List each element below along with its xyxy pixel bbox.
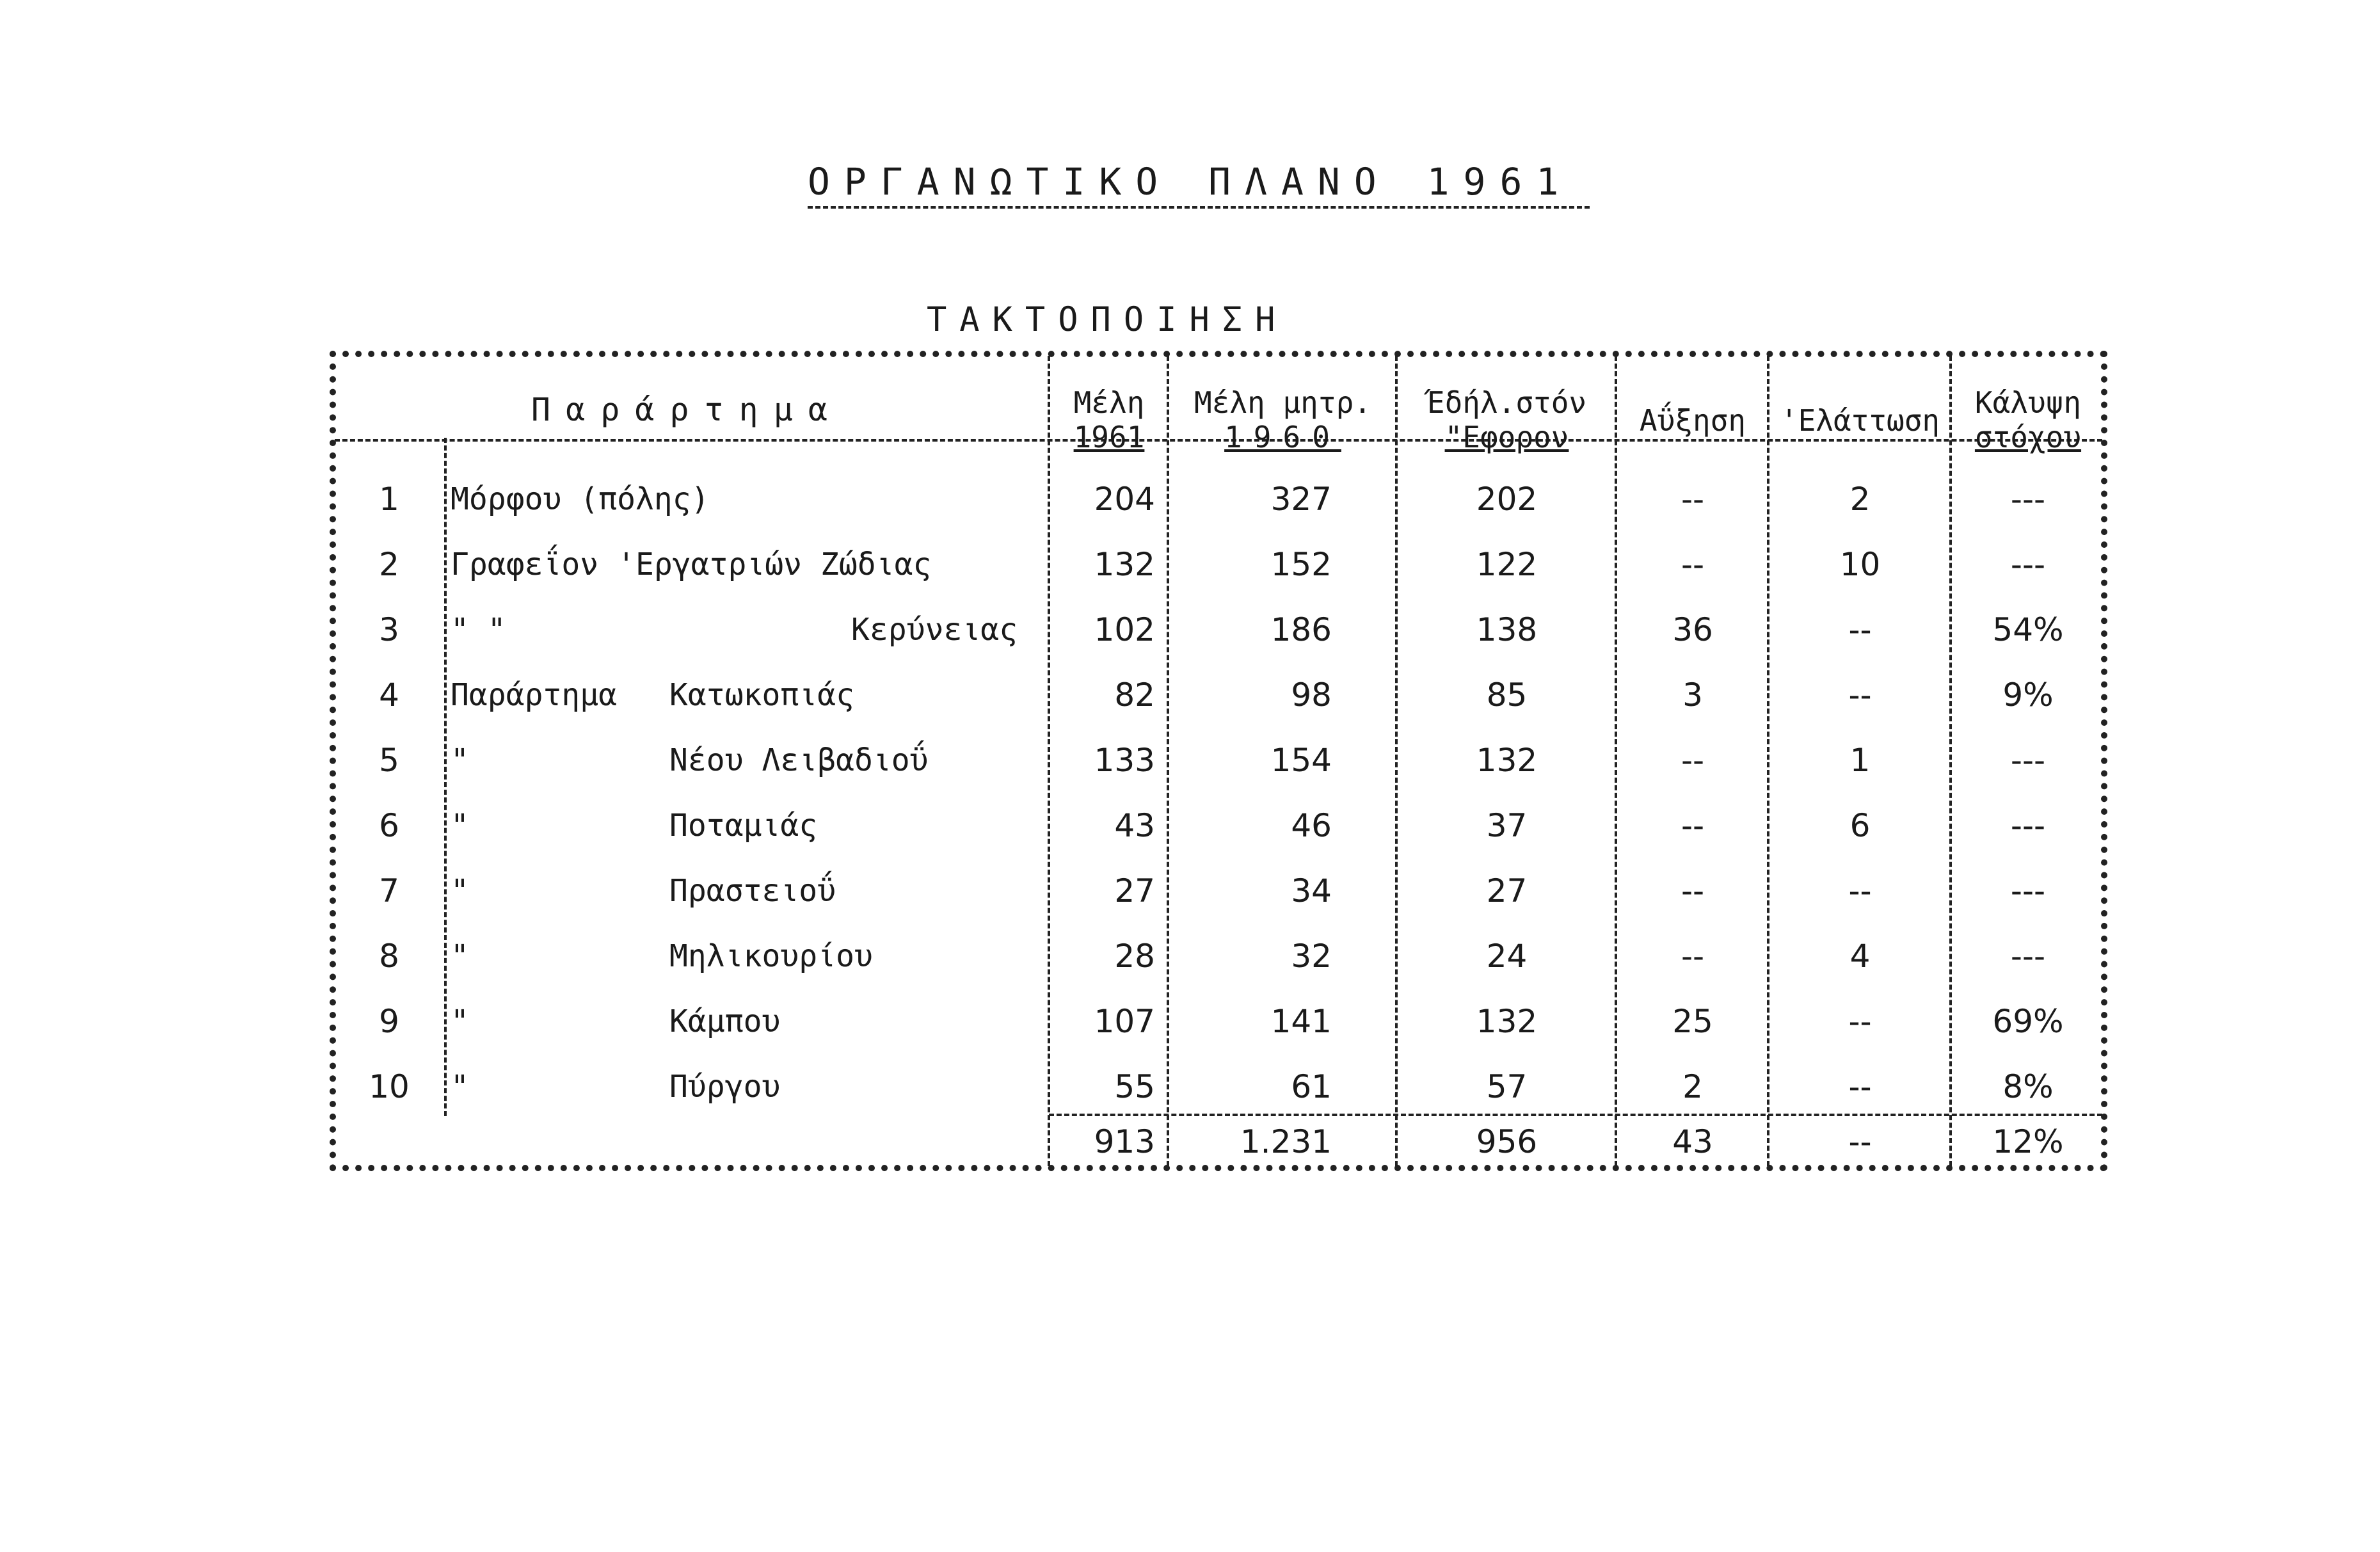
row-coverage: 9%: [2002, 676, 2054, 714]
row-number: 4: [379, 676, 399, 714]
row-decrease: --: [1848, 1003, 1872, 1040]
document-subtitle: ΤΑΚΤΟΠΟΙΗΣΗ: [927, 301, 1288, 339]
row-sent: 85: [1486, 676, 1528, 714]
row-decrease: --: [1848, 1068, 1872, 1105]
row-members-1961: 55: [1114, 1068, 1155, 1105]
row-branch-place: Νέου Λειβαδιοΰ: [669, 742, 929, 778]
row-branch-name: Μόρφου (πόλης): [451, 481, 710, 517]
row-members-registered: 141: [1270, 1003, 1332, 1040]
row-increase: --: [1681, 742, 1705, 779]
row-increase: 3: [1682, 676, 1703, 714]
total-members-registered: 1.231: [1240, 1123, 1332, 1160]
header-decrease: 'Ελάττωση: [1780, 403, 1940, 438]
row-branch-place: Πραστειοΰ: [669, 873, 836, 909]
row-branch-place: Ποταμιάς: [669, 808, 818, 844]
table-row: [0, 989, 2380, 1053]
total-decrease: --: [1848, 1123, 1872, 1160]
header-increase: Αΰξηση: [1639, 403, 1746, 438]
row-members-registered: 46: [1291, 807, 1332, 844]
row-number: 6: [379, 807, 399, 844]
row-increase: --: [1681, 546, 1705, 583]
row-sent: 122: [1476, 546, 1538, 583]
row-increase: --: [1681, 872, 1705, 909]
totals-row: [0, 1116, 2380, 1167]
title-underline: [808, 206, 1590, 209]
header-coverage: Κάλυψη στόχου: [1974, 385, 2082, 454]
row-branch-name: ": [451, 1069, 469, 1105]
row-sent: 138: [1476, 611, 1538, 648]
row-decrease: 2: [1849, 481, 1871, 518]
row-sent: 57: [1486, 1068, 1528, 1105]
row-number: 2: [379, 546, 399, 583]
row-increase: --: [1681, 481, 1705, 518]
row-branch-name: ": [451, 873, 469, 909]
row-members-1961: 43: [1114, 807, 1155, 844]
table-row: [0, 728, 2380, 792]
row-number: 9: [379, 1003, 399, 1040]
row-coverage: ---: [2010, 872, 2046, 909]
document-title: ΟΡΓΑΝΩΤΙΚΟ ΠΛΑΝΟ 1961: [808, 160, 1573, 204]
row-branch-name: Παράρτημα: [451, 677, 618, 713]
row-members-1961: 133: [1094, 742, 1155, 779]
total-increase: 43: [1672, 1123, 1713, 1160]
total-coverage: 12%: [1992, 1123, 2064, 1160]
row-number: 7: [379, 872, 399, 909]
row-number: 1: [379, 481, 399, 518]
row-decrease: 1: [1849, 742, 1871, 779]
total-sent: 956: [1476, 1123, 1538, 1160]
row-number: 3: [379, 611, 399, 648]
header-sent: Έδήλ.στόν "Εφορον: [1426, 385, 1587, 454]
row-coverage: ---: [2010, 742, 2046, 779]
header-members-registered: Μέλη μητρ. 1960: [1194, 385, 1371, 454]
row-coverage: ---: [2010, 481, 2046, 518]
row-members-1961: 28: [1114, 938, 1155, 975]
row-members-registered: 61: [1291, 1068, 1332, 1105]
row-increase: 25: [1672, 1003, 1713, 1040]
row-members-1961: 132: [1094, 546, 1155, 583]
total-members-1961: 913: [1094, 1123, 1155, 1160]
row-increase: 2: [1682, 1068, 1703, 1105]
row-sent: 202: [1476, 481, 1538, 518]
row-coverage: 54%: [1992, 611, 2064, 648]
row-members-registered: 154: [1270, 742, 1332, 779]
row-members-1961: 204: [1094, 481, 1155, 518]
row-members-registered: 34: [1291, 872, 1332, 909]
row-branch-place: Κερύνειας: [851, 612, 1018, 648]
row-branch-place: Κατωκοπιάς: [669, 677, 854, 713]
row-number: 8: [379, 938, 399, 975]
row-number: 5: [379, 742, 399, 779]
table-row: [0, 598, 2380, 662]
table-row: [0, 859, 2380, 923]
row-branch-place: Κάμπου: [669, 1004, 781, 1039]
row-members-registered: 98: [1291, 676, 1332, 714]
row-members-registered: 32: [1291, 938, 1332, 975]
row-sent: 37: [1486, 807, 1528, 844]
header-branch: Παράρτημα: [531, 391, 843, 428]
row-branch-name: ": [451, 1004, 469, 1039]
row-members-1961: 107: [1094, 1003, 1155, 1040]
row-sent: 132: [1476, 1003, 1538, 1040]
row-decrease: 4: [1849, 938, 1871, 975]
row-sent: 24: [1486, 938, 1528, 975]
row-decrease: 10: [1839, 546, 1881, 583]
row-branch-name: ": [451, 808, 469, 844]
row-members-1961: 82: [1114, 676, 1155, 714]
table-row: [0, 467, 2380, 531]
row-coverage: ---: [2010, 546, 2046, 583]
table-row: [0, 532, 2380, 596]
table-row: [0, 1055, 2380, 1119]
row-coverage: 8%: [2002, 1068, 2054, 1105]
row-number: 10: [369, 1068, 410, 1105]
row-coverage: ---: [2010, 938, 2046, 975]
row-members-1961: 102: [1094, 611, 1155, 648]
row-branch-place: Μηλικουρίου: [669, 938, 873, 974]
row-branch-name: ": [451, 742, 469, 778]
row-members-1961: 27: [1114, 872, 1155, 909]
row-members-registered: 186: [1270, 611, 1332, 648]
row-members-registered: 327: [1270, 481, 1332, 518]
row-decrease: --: [1848, 676, 1872, 714]
table-row: [0, 794, 2380, 858]
table-row: [0, 924, 2380, 988]
row-coverage: 69%: [1992, 1003, 2064, 1040]
row-decrease: 6: [1849, 807, 1871, 844]
row-coverage: ---: [2010, 807, 2046, 844]
table-row: [0, 663, 2380, 727]
row-branch-place: Πύργου: [669, 1069, 781, 1105]
row-branch-name: Γραφεΐον 'Εργατριών Ζώδιας: [451, 547, 932, 582]
row-increase: --: [1681, 807, 1705, 844]
row-increase: --: [1681, 938, 1705, 975]
row-increase: 36: [1672, 611, 1713, 648]
row-branch-name: " ": [451, 612, 506, 648]
row-members-registered: 152: [1270, 546, 1332, 583]
row-branch-name: ": [451, 938, 469, 974]
row-sent: 132: [1476, 742, 1538, 779]
row-decrease: --: [1848, 611, 1872, 648]
row-decrease: --: [1848, 872, 1872, 909]
header-members-1961: Μέλη 1961: [1073, 385, 1145, 454]
row-sent: 27: [1486, 872, 1528, 909]
